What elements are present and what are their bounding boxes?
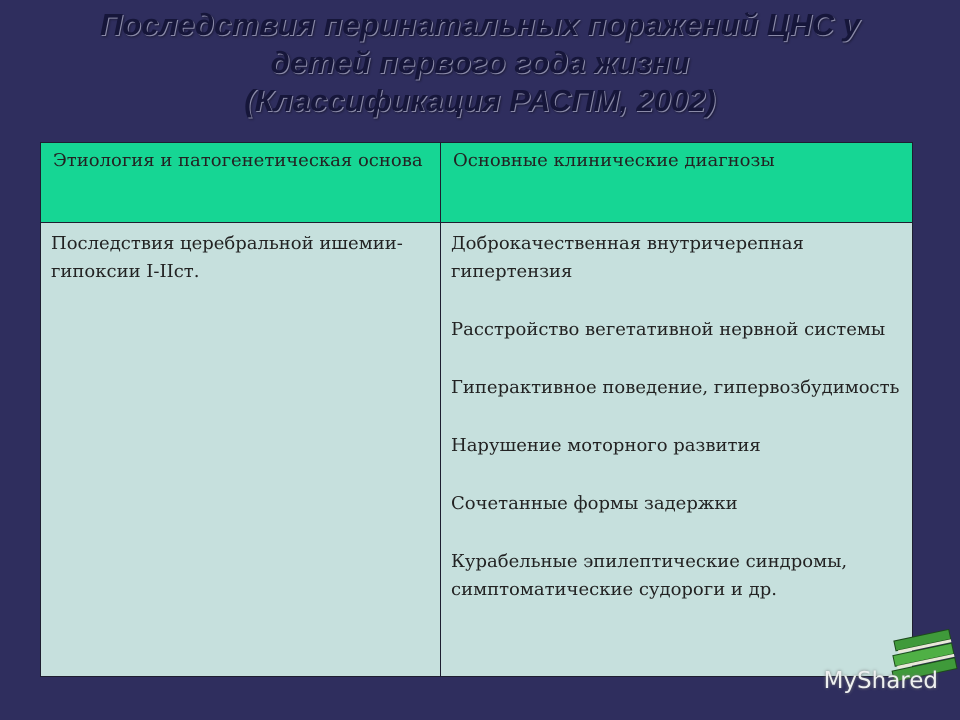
cell-diagnoses <box>441 223 913 677</box>
diagnosis-item: Гиперактивное поведение, гипервозбудимость <box>451 377 900 398</box>
header-etiology: Этиология и патогенетическая основа <box>41 143 441 223</box>
cell-etiology: Последствия церебральной ишемии-гипоксии I-IIст. <box>41 223 441 677</box>
diagnosis-item: Доброкачественная внутричерепная гипертензия <box>451 233 804 282</box>
diagnosis-item: Сочетанные формы задержки <box>451 493 738 514</box>
diagnosis-item: Расстройство вегетативной нервной системы <box>451 319 886 340</box>
table-row <box>41 223 913 677</box>
diagnosis-item: Нарушение моторного развития <box>451 435 761 456</box>
title-line-1: Последствия перинатальных поражений ЦНС у <box>100 7 860 42</box>
title-line-3: (Классификация РАСПМ, 2002) <box>244 83 716 118</box>
title-line-2: детей первого года жизни <box>270 45 690 80</box>
table-header-row <box>41 143 913 223</box>
diagnosis-item: Курабельные эпилептические синдромы, симптоматические судороги и др. <box>451 551 848 600</box>
classification-table <box>40 142 913 677</box>
header-diagnoses: Основные клинические диагнозы <box>441 143 913 223</box>
watermark-text: MyShared <box>823 668 938 694</box>
slide-title <box>40 6 920 120</box>
